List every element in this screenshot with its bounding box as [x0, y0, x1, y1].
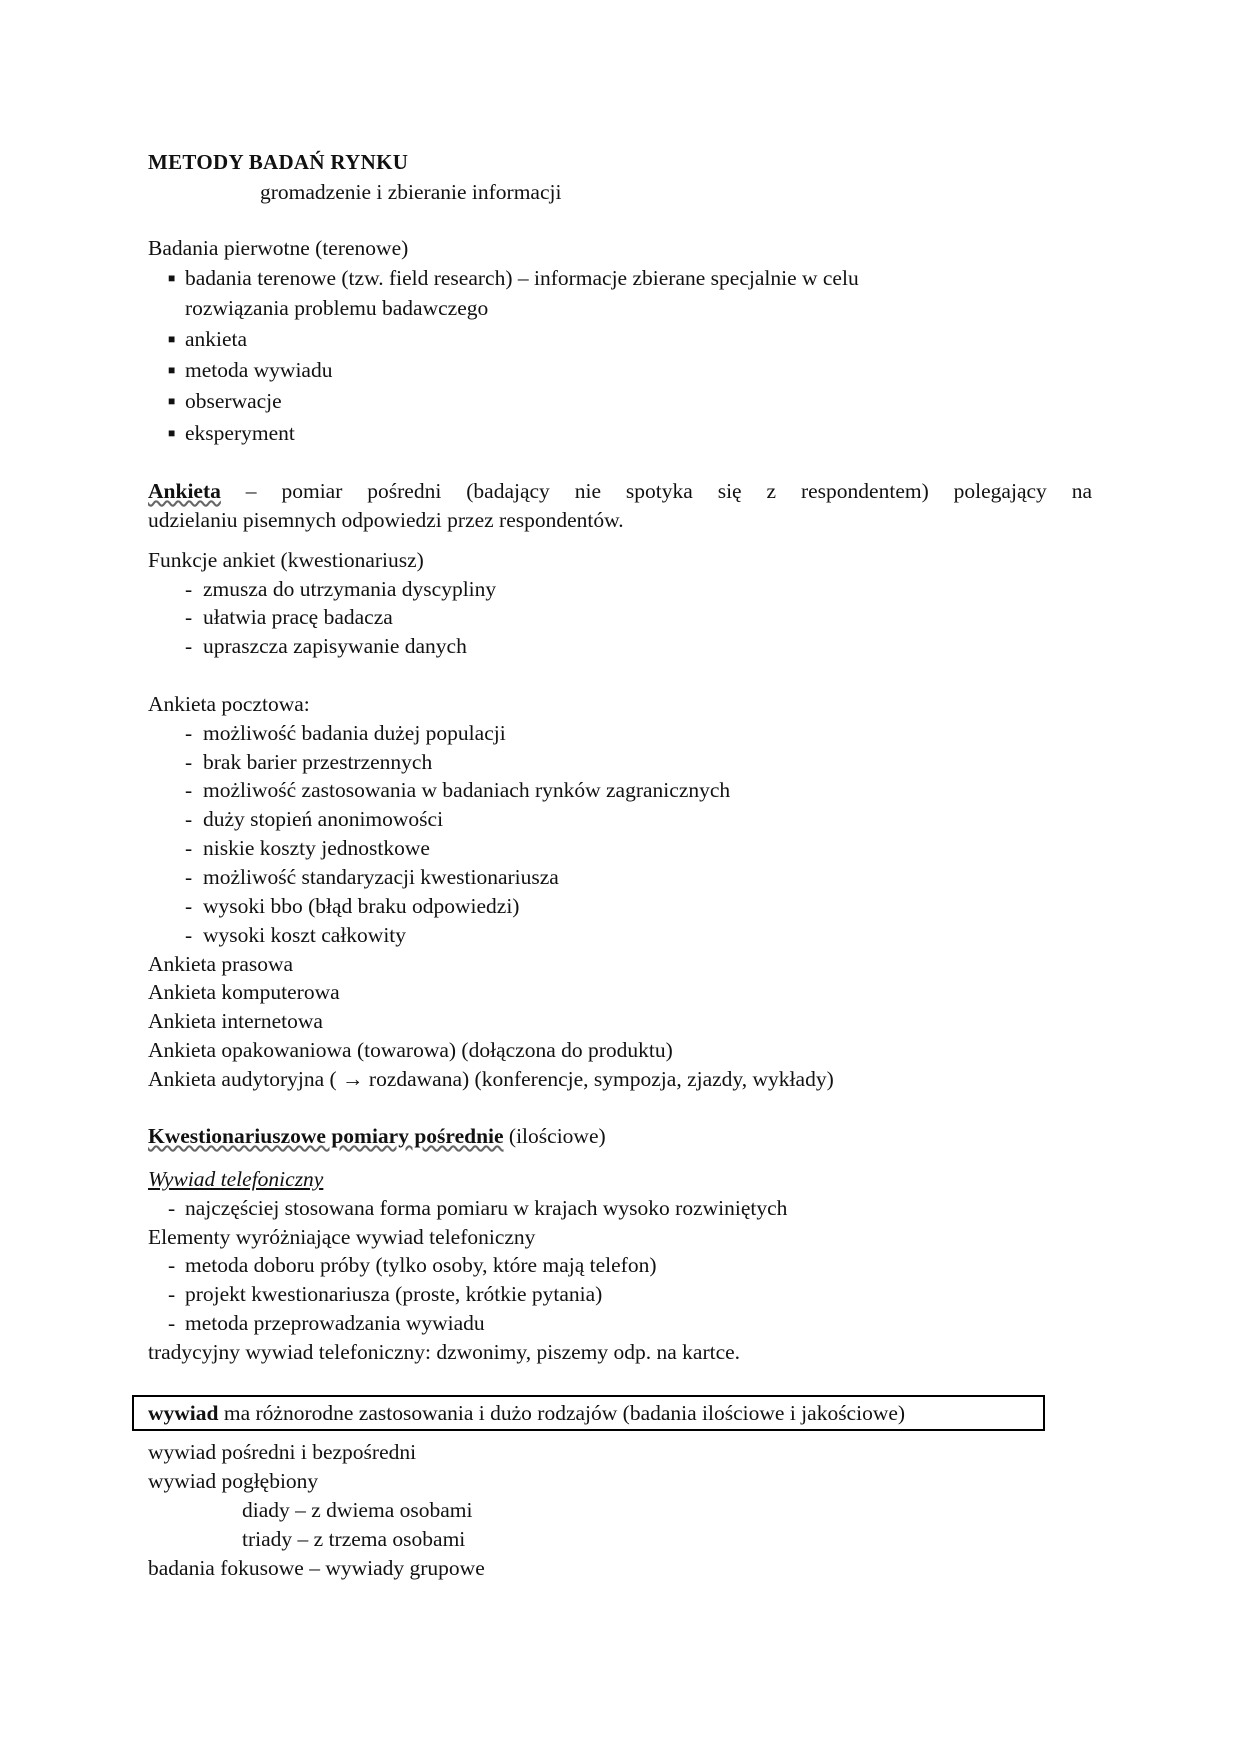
- dash-icon: -: [185, 634, 193, 658]
- list-item: niskie koszty jednostkowe: [203, 836, 430, 860]
- boxed-note: [132, 1395, 1045, 1431]
- bullet-icon: ■: [168, 394, 176, 408]
- list-item: eksperyment: [185, 421, 295, 445]
- dash-icon: -: [168, 1311, 176, 1335]
- ankieta-term: Ankieta: [148, 479, 221, 503]
- interview-subtype: triady – z trzema osobami: [242, 1527, 466, 1551]
- quant-heading: Kwestionariuszowe pomiary pośrednie: [148, 1124, 504, 1148]
- interview-type: wywiad pośredni i bezpośredni: [148, 1440, 417, 1464]
- interview-type: badania fokusowe – wywiady grupowe: [148, 1556, 485, 1580]
- dash-icon: -: [185, 923, 193, 947]
- list-item: obserwacje: [185, 389, 282, 413]
- primary-research-heading: Badania pierwotne (terenowe): [148, 236, 409, 260]
- dash-icon: -: [168, 1196, 176, 1220]
- survey-type: Ankieta audytoryjna ( → rozdawana) (konferencje, sympozja, zjazdy, wykłady): [148, 1067, 834, 1091]
- list-item: możliwość zastosowania w badaniach rynków zagranicznych: [203, 778, 731, 802]
- list-item: wysoki bbo (błąd braku odpowiedzi): [203, 894, 520, 918]
- page-subtitle: gromadzenie i zbieranie informacji: [260, 180, 562, 204]
- dash-icon: -: [168, 1282, 176, 1306]
- list-item: metoda przeprowadzania wywiadu: [185, 1311, 485, 1335]
- list-item: ułatwia pracę badacza: [203, 605, 393, 629]
- bullet-icon: ■: [168, 363, 176, 377]
- list-item: możliwość badania dużej populacji: [203, 721, 506, 745]
- list-item: duży stopień anonimowości: [203, 807, 444, 831]
- dash-icon: -: [185, 894, 193, 918]
- bullet-icon: ■: [168, 426, 176, 440]
- bullet-icon: ■: [168, 332, 176, 346]
- dash-icon: -: [185, 605, 193, 629]
- list-item: rozwiązania problemu badawczego: [185, 296, 489, 320]
- list-item: ankieta: [185, 327, 248, 351]
- dash-icon: -: [185, 865, 193, 889]
- list-item: najczęściej stosowana forma pomiaru w krajach wysoko rozwiniętych: [185, 1196, 788, 1220]
- list-item: metoda wywiadu: [185, 358, 333, 382]
- list-item: upraszcza zapisywanie danych: [203, 634, 467, 658]
- list-item: wysoki koszt całkowity: [203, 923, 407, 947]
- phone-interview-heading: Wywiad telefoniczny: [148, 1167, 324, 1191]
- survey-type: Ankieta prasowa: [148, 952, 294, 976]
- dash-icon: -: [185, 778, 193, 802]
- phone-elements-heading: Elementy wyróżniające wywiad telefoniczny: [148, 1225, 536, 1249]
- interview-subtype: diady – z dwiema osobami: [242, 1498, 473, 1522]
- list-item: projekt kwestionariusza (proste, krótkie pytania): [185, 1282, 603, 1306]
- functions-heading: Funkcje ankiet (kwestionariusz): [148, 548, 424, 572]
- survey-type: Ankieta komputerowa: [148, 980, 340, 1004]
- traditional-phone-note: tradycyjny wywiad telefoniczny: dzwonimy, piszemy odp. na kartce.: [148, 1340, 741, 1364]
- postal-heading: Ankieta pocztowa:: [148, 692, 310, 716]
- boxed-note-text: wywiad ma różnorodne zastosowania i dużo rodzajów (badania ilościowe i jakościowe): [148, 1401, 906, 1425]
- list-item: metoda doboru próby (tylko osoby, które mają telefon): [185, 1253, 657, 1277]
- bullet-icon: ■: [168, 271, 176, 285]
- page-title: METODY BADAŃ RYNKU: [148, 150, 409, 174]
- dash-icon: -: [185, 836, 193, 860]
- survey-type: Ankieta opakowaniowa (towarowa) (dołączona do produktu): [148, 1038, 673, 1062]
- dash-icon: -: [185, 577, 193, 601]
- dash-icon: -: [185, 721, 193, 745]
- ankieta-definition-line2: udzielaniu pisemnych odpowiedzi przez respondentów.: [148, 508, 624, 532]
- ankieta-definition-line1: Ankieta – pomiar pośredni (badający nie spotyka się z respondentem) polegający na: [148, 479, 1092, 503]
- quant-heading-line: Kwestionariuszowe pomiary pośrednie (ilościowe): [148, 1124, 606, 1148]
- list-item: zmusza do utrzymania dyscypliny: [203, 577, 497, 601]
- dash-icon: -: [168, 1253, 176, 1277]
- interview-type: wywiad pogłębiony: [148, 1469, 319, 1493]
- dash-icon: -: [185, 750, 193, 774]
- list-item: możliwość standaryzacji kwestionariusza: [203, 865, 559, 889]
- list-item: brak barier przestrzennych: [203, 750, 433, 774]
- list-item: badania terenowe (tzw. field research) – informacje zbierane specjalnie w celu: [185, 266, 859, 290]
- dash-icon: -: [185, 807, 193, 831]
- survey-type: Ankieta internetowa: [148, 1009, 323, 1033]
